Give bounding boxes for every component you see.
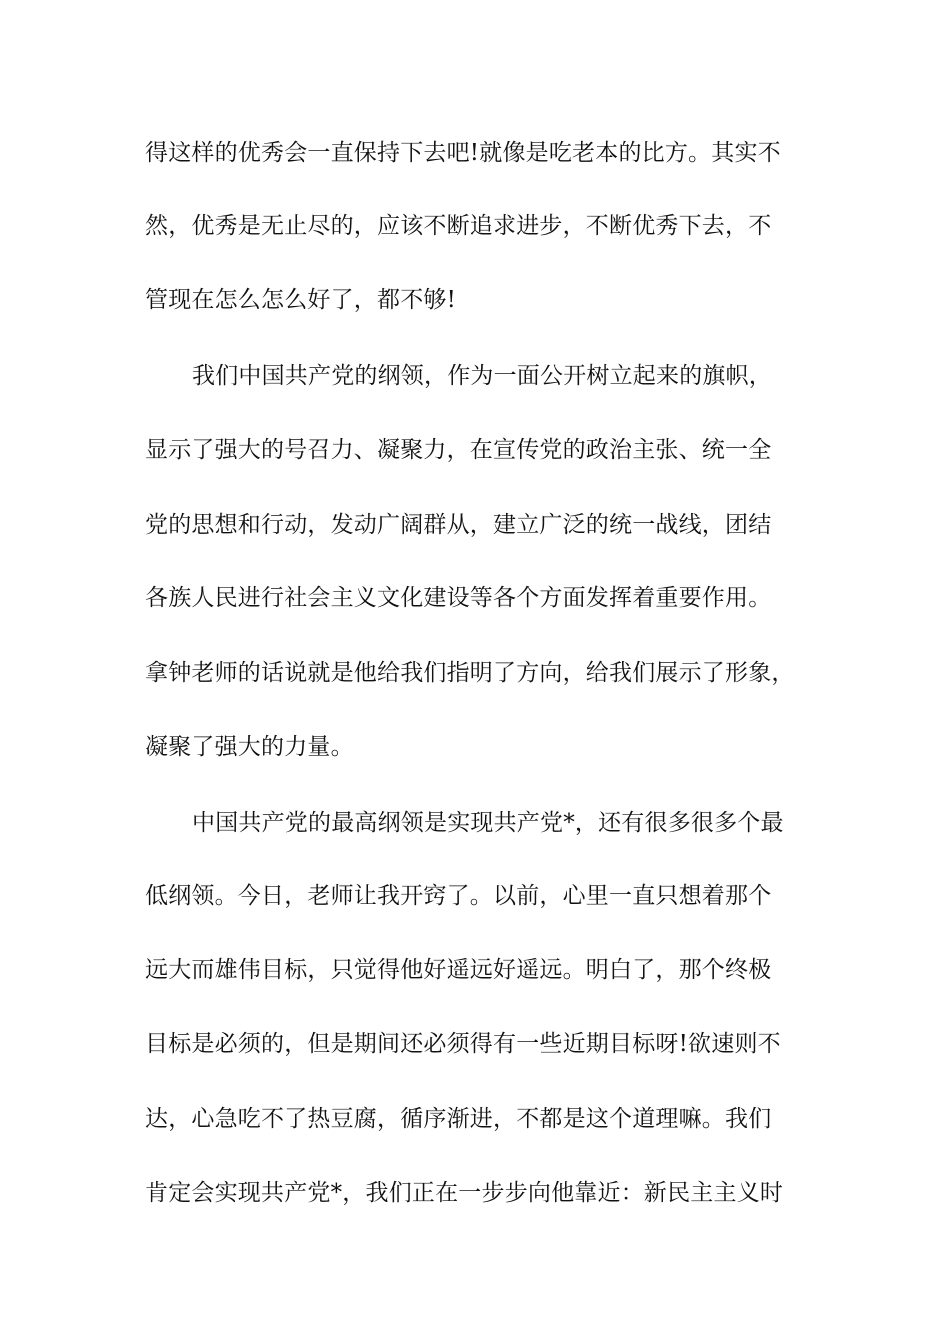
- paragraph-start-line: 我们中国共产党的纲领，作为一面公开树立起来的旗帜，: [192, 363, 772, 389]
- text-line: 拿钟老师的话说就是他给我们指明了方向，给我们展示了形象，: [145, 660, 795, 686]
- text-line: 达，心急吃不了热豆腐，循序渐进，不都是这个道理嘛。我们: [145, 1106, 772, 1132]
- text-line: 党的思想和行动，发动广阔群从，建立广泛的统一战线，团结: [145, 512, 772, 538]
- text-line: 肯定会实现共产党*，我们正在一步步向他靠近：新民主主义时: [145, 1180, 784, 1206]
- text-line: 显示了强大的号召力、凝聚力，在宣传党的政治主张、统一全: [145, 437, 772, 463]
- text-line: 管现在怎么怎么好了，都不够!: [145, 287, 457, 313]
- text-line: 得这样的优秀会一直保持下去吧!就像是吃老本的比方。其实不: [145, 140, 781, 166]
- text-line: 远大而雄伟目标，只觉得他好遥远好遥远。明白了，那个终极: [145, 957, 772, 983]
- text-line: 各族人民进行社会主义文化建设等各个方面发挥着重要作用。: [145, 585, 772, 611]
- text-line: 然，优秀是无止尽的，应该不断追求进步，不断优秀下去，不: [145, 213, 772, 239]
- text-line: 低纲领。今日，老师让我开窍了。以前，心里一直只想着那个: [145, 883, 772, 909]
- text-line: 凝聚了强大的力量。: [145, 734, 354, 760]
- text-line: 目标是必须的，但是期间还必须得有一些近期目标呀!欲速则不: [145, 1031, 781, 1057]
- paragraph-start-line: 中国共产党的最高纲领是实现共产党*，还有很多很多个最: [192, 810, 784, 836]
